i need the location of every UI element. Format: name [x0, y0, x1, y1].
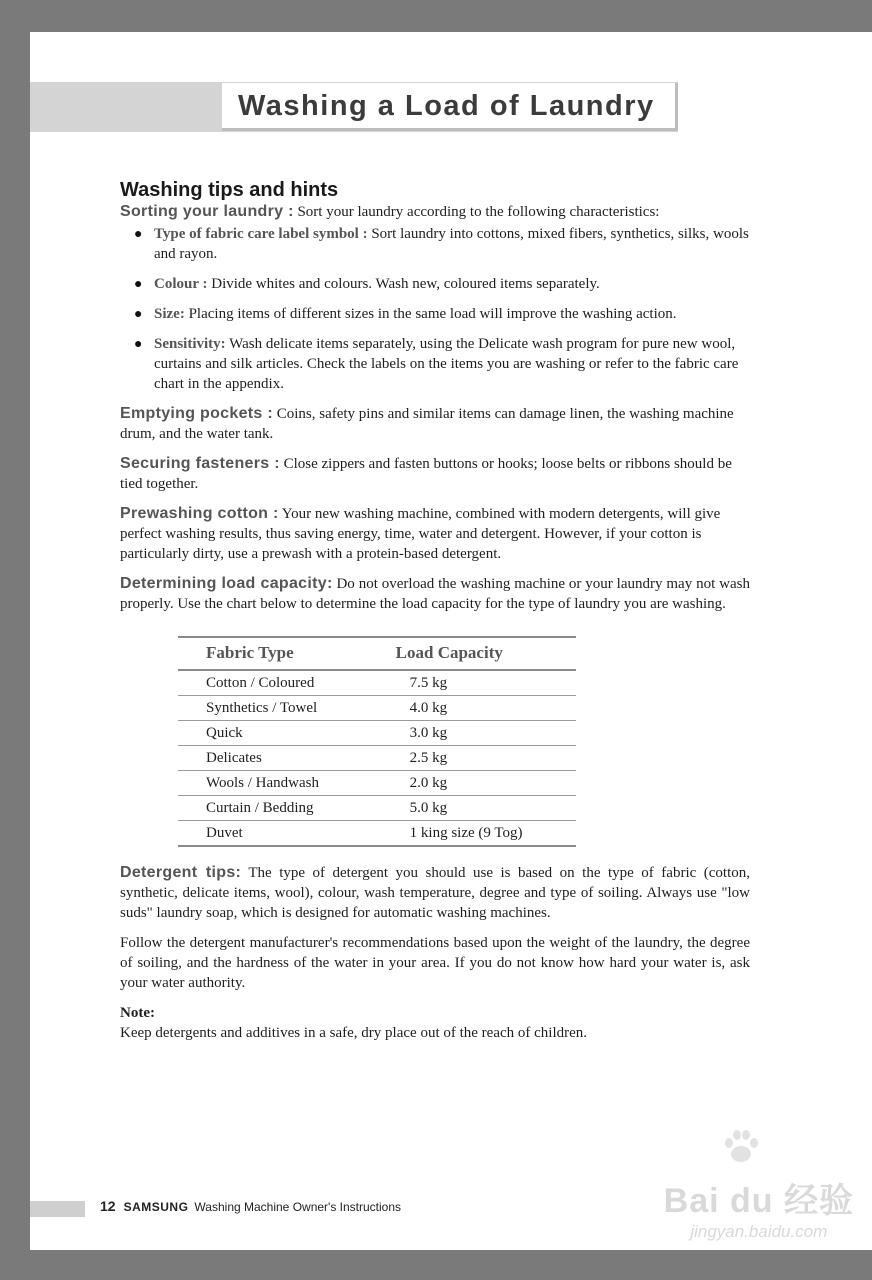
note-text: Keep detergents and additives in a safe, dry place out of the reach of children. [120, 1025, 588, 1041]
paw-watermark-icon [720, 1126, 762, 1168]
sorting-label: Sorting your laundry : [120, 203, 294, 220]
watermark-url: jingyan.baidu.com [690, 1222, 828, 1241]
prewashing-paragraph [120, 504, 750, 564]
bullet-text: Sort laundry into cottons, mixed fibers, synthetics, silks, wools and rayon. [154, 226, 749, 262]
capacity-label: Determining load capacity: [120, 575, 333, 592]
watermark [664, 1173, 854, 1242]
bullet-label: Size: [154, 306, 185, 322]
fabric-cell: Wools / Handwash [178, 771, 368, 796]
capacity-cell: 2.5 kg [368, 746, 576, 771]
bullet-icon: ● [134, 277, 143, 292]
emptying-paragraph [120, 404, 750, 444]
table-row [178, 696, 576, 721]
note-block [120, 1003, 750, 1043]
bullet-text: Placing items of different sizes in the same load will improve the washing action. [184, 306, 677, 322]
section-heading: Washing tips and hints [120, 179, 339, 201]
page-footer [100, 1198, 401, 1214]
bullet-icon: ● [134, 337, 143, 352]
table-header-row [178, 637, 576, 670]
page-title: Washing a Load of Laundry [238, 90, 655, 122]
list-item [120, 334, 750, 394]
bullet-icon: ● [134, 307, 143, 322]
note-label: Note: [120, 1005, 155, 1021]
fabric-cell: Delicates [178, 746, 368, 771]
bullet-label: Sensitivity: [154, 336, 226, 352]
capacity-cell: 7.5 kg [368, 670, 576, 696]
detergent-text: The type of detergent you should use is based on the type of fabric (cotton, synthetic, delicate items, wool), colour, wash temperature, degree and type of soiling. Always use "low suds" laundry soap, which is designed for automatic washing machines. [120, 865, 750, 921]
footer-text: Washing Machine Owner's Instructions [194, 1200, 402, 1214]
capacity-text: Do not overload the washing machine or your laundry may not wash properly. Use the chart below to determine the load capacity for the type of laundry you are washing. [120, 576, 750, 612]
sorting-text: Sort your laundry according to the following characteristics: [293, 204, 660, 220]
bullet-label: Type of fabric care label symbol : [154, 226, 368, 242]
capacity-cell: 4.0 kg [368, 696, 576, 721]
bullet-text: Wash delicate items separately, using the Delicate wash program for pure new wool, curtains and silk articles. Check the labels on the items you are washing or refer to the fabric care chart in the appendix. [154, 336, 739, 392]
table-row [178, 746, 576, 771]
capacity-cell: 5.0 kg [368, 796, 576, 821]
list-item [120, 274, 750, 294]
capacity-cell: 1 king size (9 Tog) [368, 821, 576, 847]
prewashing-label: Prewashing cotton : [120, 505, 279, 522]
manual-page [30, 32, 872, 1250]
list-item [120, 224, 750, 264]
header-fabric-type: Fabric Type [178, 637, 368, 670]
fasteners-label: Securing fasteners : [120, 455, 280, 472]
header-load-capacity: Load Capacity [368, 637, 576, 670]
sorting-paragraph [120, 202, 750, 222]
brand-name: SAMSUNG [123, 1200, 189, 1214]
table-row [178, 796, 576, 821]
emptying-label: Emptying pockets : [120, 405, 273, 422]
fabric-cell: Cotton / Coloured [178, 670, 368, 696]
fabric-cell: Curtain / Bedding [178, 796, 368, 821]
table-row [178, 821, 576, 847]
capacity-cell: 3.0 kg [368, 721, 576, 746]
fabric-cell: Synthetics / Towel [178, 696, 368, 721]
bullet-icon: ● [134, 227, 143, 242]
detergent-paragraph [120, 863, 750, 923]
fabric-cell: Duvet [178, 821, 368, 847]
footer-bar [30, 1201, 85, 1217]
fabric-cell: Quick [178, 721, 368, 746]
bullet-text: Divide whites and colours. Wash new, coloured items separately. [207, 276, 600, 292]
watermark-logo: Bai du 经验 [663, 1182, 854, 1220]
prewashing-text: Your new washing machine, combined with modern detergents, will give perfect washing results, thus saving energy, time, water and detergent. However, if your cotton is particularly dirty, use a prewash with a protein-based detergent. [120, 506, 721, 562]
load-capacity-table [178, 636, 576, 847]
table-row [178, 771, 576, 796]
follow-paragraph: Follow the detergent manufacturer's recommendations based upon the weight of the laundry, the degree of soiling, and the hardness of the water in your area. If you do not know how hard your water is, ask your water authority. [120, 935, 750, 991]
table-row [178, 721, 576, 746]
bullet-label: Colour : [154, 276, 208, 292]
emptying-text: Coins, safety pins and similar items can damage linen, the washing machine drum, and the water tank. [120, 406, 734, 442]
capacity-cell: 2.0 kg [368, 771, 576, 796]
sorting-bullets [120, 224, 750, 394]
detergent-label: Detergent tips: [120, 864, 242, 881]
table-row [178, 670, 576, 696]
capacity-paragraph [120, 574, 750, 614]
list-item [120, 304, 750, 324]
fasteners-paragraph [120, 454, 750, 494]
fasteners-text: Close zippers and fasten buttons or hooks; loose belts or ribbons should be tied together. [120, 456, 732, 492]
page-number: 12 [100, 1198, 116, 1214]
content [120, 178, 750, 1053]
